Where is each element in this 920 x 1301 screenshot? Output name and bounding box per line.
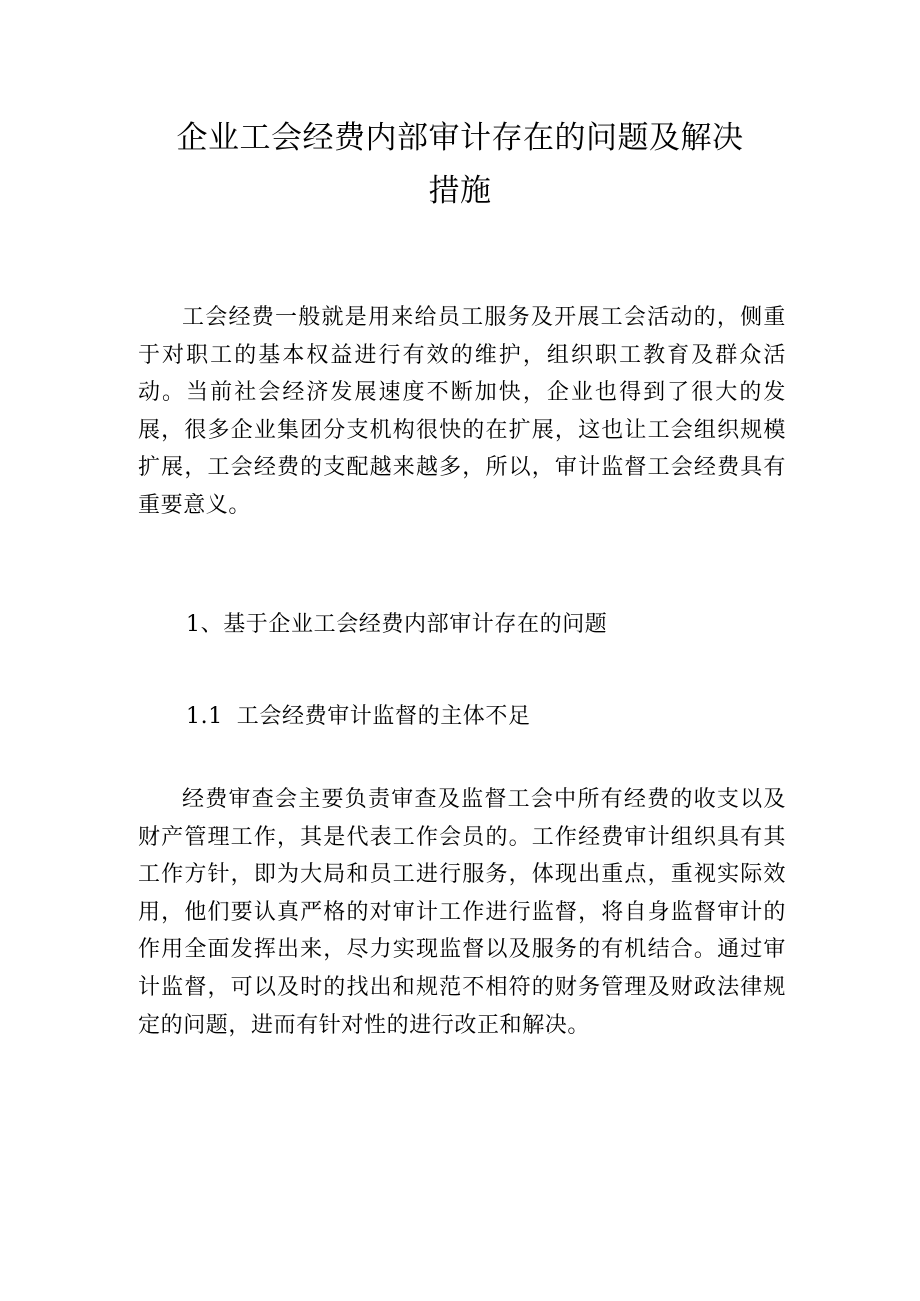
intro-paragraph: 工会经费一般就是用来给员工服务及开展工会活动的，侧重于对职工的基本权益进行有效的维护，组织职工教育及群众活动。当前社会经济发展速度不断加快，企业也得到了很大的发展，很多企业集团分支机构很快的在扩展，这也让工会组织规模扩展，工会经费的支配越来越多，所以，审计监督工会经费具有重要意义。 [138, 305, 786, 518]
title-line-1: 企业工会经费内部审计存在的问题及解决 [176, 120, 744, 156]
section-heading-1-1 [186, 698, 786, 735]
section-heading-1: 1、基于企业工会经费内部审计存在的问题 [186, 612, 608, 637]
document-title [100, 112, 820, 218]
section-title: 工会经费审计监督的主体不足 [236, 704, 531, 729]
section-number: 1.1 [186, 704, 223, 729]
title-line-2: 措施 [428, 173, 492, 209]
section-1-1-paragraph: 经费审查会主要负责审查及监督工会中所有经费的收支以及财产管理工作，其是代表工作会员的。工作经费审计组织具有其工作方针，即为大局和员工进行服务，体现出重点，重视实际效用，他们要认真严格的对审计工作进行监督，将自身监督审计的作用全面发挥出来，尽力实现监督以及服务的有机结合。通过审计监督，可以及时的找出和规范不相符的财务管理及财政法律规定的问题，进而有针对性的进行改正和解决。 [138, 787, 786, 1038]
